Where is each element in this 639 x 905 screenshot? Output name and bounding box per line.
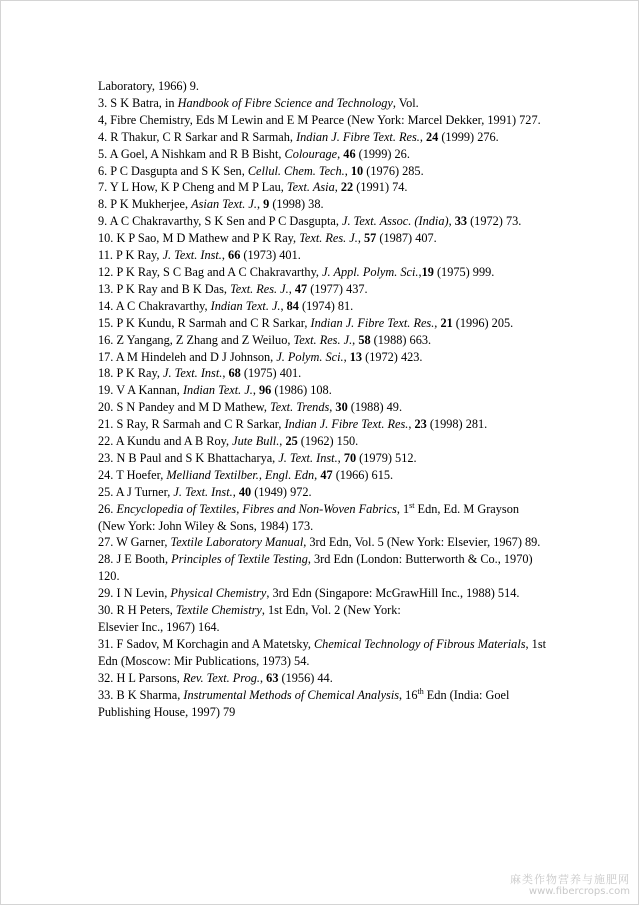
reference-entry [98,365,548,382]
reference-volume: 21 [440,315,453,330]
reference-title: Text. Res. J. [299,231,358,246]
reference-title: Jute Bull. [232,434,280,449]
reference-text: (1999) 26. [355,146,410,161]
reference-text: 33. B K Sharma, [98,687,184,702]
reference-volume: 30 [335,400,348,415]
reference-entry [98,484,548,501]
reference-text: (1991) 74. [353,180,408,195]
reference-volume: 13 [349,349,363,364]
reference-text: (1979) 512. [356,450,417,465]
reference-text: , 1 [396,501,410,516]
reference-text: 7. Y L How, K P Cheng and M P Lau, [98,180,287,195]
reference-text: Edn, Ed. M Grayson (New York: John Wiley & Sons, 1984) 173. [98,501,519,533]
reference-text: , [256,197,264,212]
reference-entry [98,146,548,163]
watermark [510,874,630,898]
reference-entry [98,247,548,264]
reference-title: Textile Laboratory Manual [170,535,304,550]
reference-entry [98,95,548,112]
reference-entry [98,230,548,247]
reference-text: , [252,383,260,398]
reference-text: (1987) 407. [376,231,437,246]
reference-text: 30. R H Peters, [98,603,176,618]
reference-entry [98,298,548,315]
reference-entry [98,264,548,281]
reference-entry [98,585,548,602]
reference-volume: 68 [228,366,241,381]
reference-volume: 57 [363,231,377,246]
reference-title: Textile Chemistry [175,603,262,618]
reference-entry [98,551,548,585]
reference-text: , [448,214,455,229]
reference-text: , Vol. [392,95,419,110]
reference-title: Chemical Technology of Fibrous Materials [313,636,526,651]
reference-text: 15. P K Kundu, R Sarmah and C R Sarkar, [98,315,311,330]
reference-text: (1973) 401. [240,248,301,263]
reference-text: (1974) 81. [298,298,354,313]
reference-text: (1998) 38. [269,197,324,212]
reference-title: J. Text. Inst. [173,484,233,499]
reference-text: 3. S K Batra, in [98,95,178,110]
reference-entry [98,382,548,399]
reference-volume: 33 [454,214,468,229]
reference-entry [98,315,548,332]
reference-entry [98,670,548,687]
reference-text: 19. V A Kannan, [98,383,183,398]
reference-entry [98,619,548,636]
reference-entry [98,112,548,129]
reference-title: Colourage [284,146,338,161]
reference-text: 4, Fibre Chemistry, Eds M Lewin and E M Pearce (New York: Marcel Dekker, 1991) 727. [98,112,541,127]
reference-entry [98,281,548,298]
reference-entry [98,602,548,619]
reference-entry [98,687,548,721]
reference-volume: 25 [285,434,298,449]
reference-text: 5. A Goel, A Nishkam and R B Bisht, [98,146,285,161]
reference-text: (1986) 108. [271,383,332,398]
reference-text: 23. N B Paul and S K Bhattacharya, [98,450,279,465]
reference-text: , [419,129,426,144]
reference-volume: 46 [343,146,356,161]
reference-text: , [337,450,344,465]
reference-text: (1977) 437. [307,281,368,296]
reference-volume: 22 [340,180,354,195]
reference-entry [98,349,548,366]
reference-text: Edn (India: Goel Publishing House, 1997) 79 [98,687,510,719]
reference-entry [98,179,548,196]
reference-text: , [221,248,229,263]
reference-title: Text. Res. J. [230,281,289,296]
reference-title: J. Appl. Polym. Sci. [322,264,419,279]
reference-title: J. Text. Inst. [163,366,223,381]
reference-text: 8. P K Mukherjee, [98,197,192,212]
reference-entry [98,433,548,450]
reference-entry [98,213,548,230]
reference-volume: 47 [320,467,333,482]
reference-entry [98,399,548,416]
reference-text: 21. S Ray, R Sarmah and C R Sarkar, [98,417,285,432]
reference-title: Text. Asia [286,180,335,195]
reference-entry [98,196,548,213]
reference-text: 16. Z Yangang, Z Zhang and Z Weiluo, [98,332,294,347]
reference-volume: 96 [259,383,272,398]
reference-volume: 23 [414,417,427,432]
reference-title: Text. Trends [270,400,330,415]
reference-title: Instrumental Methods of Chemical Analysis [183,687,400,702]
reference-text: (1988) 663. [370,332,432,347]
reference-text: (1972) 73. [467,214,522,229]
reference-text: , [337,146,344,161]
reference-text: , [222,366,229,381]
reference-text: 22. A Kundu and A B Roy, [98,434,233,449]
reference-text: 25. A J Turner, [98,484,174,499]
reference-text: , [334,180,341,195]
reference-volume: 47 [294,281,308,296]
reference-text: 11. P K Ray, [98,248,163,263]
reference-text: , 16 [399,687,418,702]
reference-volume: 9 [263,197,270,212]
reference-list [98,78,548,720]
reference-title: J. Text. Assoc. (India) [342,214,449,229]
reference-title: Indian J. Fibre Text. Res. [284,417,409,432]
reference-text: , [344,163,351,178]
reference-text: , [329,400,336,415]
reference-entry [98,78,548,95]
reference-text: (1975) 999. [433,264,495,279]
reference-title: Encyclopedia of Textiles, Fibres and Non-Woven Fabrics [116,501,397,516]
reference-entry [98,534,548,551]
reference-text: , 1st Edn (Moscow: Mir Publications, 1973) 54. [98,636,547,668]
reference-entry [98,450,548,467]
reference-text: (1976) 285. [363,163,424,178]
reference-text: (1972) 423. [362,349,423,364]
reference-entry [98,501,548,535]
reference-text: (1999) 276. [438,129,499,144]
reference-text: , [232,484,239,499]
reference-volume: 10 [350,163,364,178]
reference-title: Melliand Textilber., Engl. Edn [166,467,315,482]
reference-text: 6. P C Dasgupta and S K Sen, [98,163,248,178]
reference-text: , [288,281,295,296]
reference-text: , [408,417,415,432]
reference-text: (1998) 281. [426,417,488,432]
reference-text: , [260,670,267,685]
reference-text: (1956) 44. [278,670,333,685]
reference-entry [98,332,548,349]
reference-text: Laboratory, 1966) 9. [98,79,199,93]
reference-text: (1988) 49. [347,400,403,415]
reference-volume: 66 [228,248,241,263]
reference-title: Principles of Textile Testing [171,552,308,567]
reference-text: , 3rd Edn (London: Butterworth & Co., 1970) 120. [98,552,533,584]
reference-volume: 19 [421,264,434,279]
reference-text: , [280,298,287,313]
reference-text: Elsevier Inc., 1967) 164. [98,620,220,634]
reference-title: Indian J. Fibre Text. Res. [310,315,435,330]
reference-entry [98,163,548,180]
reference-text: 9. A C Chakravarthy, S K Sen and P C Dasgupta, [98,214,342,229]
reference-text: 29. I N Levin, [98,586,171,601]
reference-text: 26. [98,501,117,516]
reference-title: Rev. Text. Prog. [182,670,261,685]
reference-volume: 63 [266,670,279,685]
reference-title: Asian Text. J. [191,197,257,212]
reference-entry [98,636,548,670]
reference-text: 10. K P Sao, M D Mathew and P K Ray, [98,231,300,246]
reference-text: 20. S N Pandey and M D Mathew, [98,400,271,415]
reference-text: 24. T Hoefer, [98,467,167,482]
watermark-url: www.fibercrops.com [528,886,630,897]
reference-title: J. Polym. Sci. [276,349,344,364]
reference-title: Indian J. Fibre Text. Res. [296,129,420,144]
reference-title: J. Text. Inst. [162,248,222,263]
reference-title: Handbook of Fibre Science and Technology [177,95,393,110]
reference-text: 17. A M Hindeleh and D J Johnson, [98,349,277,364]
reference-volume: 58 [358,332,371,347]
reference-text: , 3rd Edn (Singapore: McGrawHill Inc., 1988) 514. [266,586,520,601]
reference-volume: 70 [343,450,357,465]
reference-text: 12. P K Ray, S C Bag and A C Chakravarthy, [98,264,323,279]
reference-entry [98,129,548,146]
reference-text: , [357,231,364,246]
reference-ordinal: th [417,686,424,696]
reference-text: , 3rd Edn, Vol. 5 (New York: Elsevier, 1967) 89. [303,535,541,550]
reference-text: 27. W Garner, [98,535,171,550]
reference-text: , 1st Edn, Vol. 2 (New York: [261,603,401,618]
reference-text: (1966) 615. [332,467,394,482]
reference-text: , [314,467,321,482]
reference-text: 14. A C Chakravarthy, [98,298,211,313]
reference-title: Text. Res. J. [293,332,353,347]
reference-text: 13. P K Ray and B K Das, [98,281,231,296]
reference-title: Cellul. Chem. Tech. [247,163,345,178]
reference-ordinal: st [409,500,415,510]
reference-title: J. Text. Inst. [278,450,338,465]
reference-text: 28. J E Booth, [98,552,172,567]
reference-text: , [352,332,359,347]
reference-volume: 40 [238,484,252,499]
reference-entry [98,467,548,484]
reference-text: (1975) 401. [240,366,302,381]
reference-text: , [279,434,286,449]
watermark-chinese-text: 麻类作物营养与施肥网 [510,873,630,886]
reference-text: , [343,349,350,364]
reference-title: Physical Chemistry [170,586,267,601]
reference-volume: 24 [425,129,439,144]
reference-text: (1996) 205. [452,315,514,330]
reference-text: , [434,315,441,330]
reference-volume: 84 [286,298,299,313]
reference-text: 4. R Thakur, C R Sarkar and R Sarmah, [98,129,297,144]
reference-text: 31. F Sadov, M Korchagin and A Matetsky, [98,636,314,651]
reference-text: (1949) 972. [251,484,312,499]
reference-text: 32. H L Parsons, [98,670,183,685]
reference-text: 18. P K Ray, [98,366,164,381]
reference-text: , [418,264,422,279]
reference-title: Indian Text. J. [182,383,253,398]
reference-entry [98,416,548,433]
reference-text: (1962) 150. [297,434,359,449]
reference-title: Indian Text. J. [210,298,281,313]
